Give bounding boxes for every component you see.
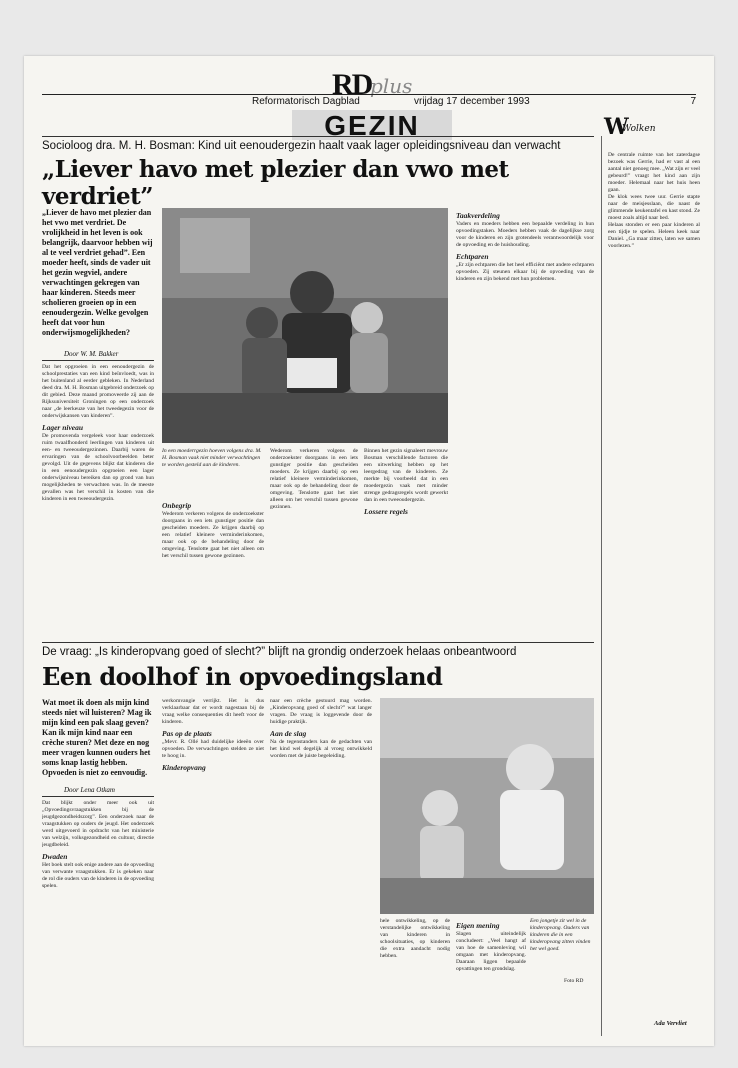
article2-photo-caption: Een jongetje zit wel in de kinderopvang. Ouders van kinderen die in een kinderopvang zitten vinden het wel goed. [530, 918, 591, 952]
article1-col2b-text: Wederom verkeren volgens de onderzoekster doorgaans in een iets gunstiger positie dan gescheiden moeders. Ze krijgen daarbij op een relatief kleinere verminderinkomen, maar ook op de behandeling door de omgeving. Tenslotte gaat het niet alleen om het verschil tussen gewone gezinnen. [270, 448, 358, 510]
article2-column-5 [456, 918, 526, 1036]
article1-photo-caption: In een moederrgezin hoeven volgens dra. M. H. Bosman vaak niet minder verwachtingen te worden gesteld aan de kinderen. [162, 448, 262, 468]
article2-column-1 [42, 800, 154, 1036]
article1-subhead-echtparen: Echtparen [456, 252, 489, 261]
child-playing-photo [380, 698, 594, 914]
article1-column-2 [162, 498, 264, 636]
article2-col3-text: naar een crèche gestuurd mag worden. „Kinderopvang goed of slecht?” wat langer vragen. De vraag is loggevende door de huidige praktijk. [270, 698, 372, 725]
article2-subhead-eigen-mening: Eigen mening [456, 921, 500, 930]
section-title: GEZIN [292, 110, 452, 140]
issue-date: vrijdag 17 december 1993 [414, 96, 530, 107]
paper-logo-plus: plus [370, 74, 413, 98]
article1-subhead-taakverdeling: Taakverdeling [456, 211, 500, 220]
sidebar-divider [601, 136, 602, 1036]
family-reading-photo [162, 208, 448, 443]
article1-byline: Door W. M. Bakker [64, 350, 119, 358]
article2-column-2 [162, 698, 264, 1036]
article1-col4b-text: „Er zijn echtparen die het heel efficiënt met andere echtparen opvoeden. Zij steunen elkaar bij de opvoeding van de kinderen en zijn bekend met hun problemen. [456, 262, 594, 282]
byline-rule-2 [42, 796, 154, 797]
article1-col2-text: Wederom verkeren volgens de onderzoekster doorgaans in een iets gunstiger positie dan gescheiden moeders. Ze krijgen daarbij op een relatief kleinere verminderinkomen, maar ook op de behandeling door de omgeving. Tenslotte gaat het niet alleen om het verschil tussen gewone gezinnen. [162, 511, 264, 559]
article2-col1-text: Dat blijkt onder meer ook uit „Opvoedingsvraagstukken bij de jeugdgezondheidszorg”. Een onderzoek naar de vraagstukken op ouders de jeugd. Het onderzoek werd uitgevoerd in opdracht van het ministerie van welzijn, volksgezondheid en cultuur, directie jeugdbeleid. [42, 800, 154, 848]
sidebar-text-1: De centrale ruimte van het zaterdagse bezoek was Gerrie, had er vast al een aantal niet genoeg mee. „Wat zijn er veel gebeurd!” vraagt het kind aan zijn moeder. Helemaal naar het huis heen gaan. [608, 152, 700, 193]
newspaper-page [24, 56, 714, 1046]
article2-intro: Wat moet ik doen als mijn kind steeds niet wil luisteren? Mag ik mijn kind een pak slaag geven? Kan ik mijn kind naar een crèche sturen? Met deze en nog meer vragen kunnen ouders het soms knap lastig hebben. Opvoeden is niet zo eenvoudig. [42, 698, 152, 777]
masthead [42, 68, 696, 141]
byline-rule [42, 360, 154, 361]
article1-column-3 [270, 448, 358, 636]
article1-column-4 [364, 448, 448, 636]
article2-col2-text: werkomvangie verrijkt. Het is dus verklaarbaar dat er wordt nagestaan bij de vraag welke consequenties dit heeft voor de kinderen. [162, 698, 264, 725]
article2-subhead-kinderopvang: Kinderopvang [162, 763, 206, 772]
top-rule [42, 136, 594, 137]
sidebar-text-2: De klok wees twee uur. Gerrie stapte naar de meisjesslaan, die naast de glimmende keukentafel en kast stond. Ze moest zoals altijd naar bed. [608, 194, 700, 221]
sidebar-logo: W [604, 114, 629, 140]
paper-name: Reformatorisch Dagblad [252, 96, 360, 107]
sidebar-signature: Ada Vervliet [654, 1020, 687, 1027]
page-number: 7 [690, 96, 696, 107]
article1-subhead-onbegrip: Onbegrip [162, 501, 192, 510]
article2-col4-text: hele ontwikkeling, op de verstandelijke ontwikkeling van kinderen in schoolsituaties, op kinderen die extra aandacht nodig hebben. [380, 918, 450, 959]
article2-subhead-pas-op-de-plaats: Pas op de plaats [162, 729, 212, 738]
article1-subhead-lossere-regels: Lossere regels [364, 507, 408, 516]
sidebar-text-3: Helaas stonden er een paar kinderen al een tijdje te spelen. Heleen keek naar Daniel. „Ga maar zitten, laten we samen voorlezen.” [608, 222, 700, 249]
article2-col4b-text: Slagen uiteindelijk concludeert: „Veel hangt af van hoe de samenleving wil omgaan met kinderopvang. Daaraan liggen bepaalde opvattingen ten grondslag. [456, 931, 526, 972]
sidebar-column [608, 152, 700, 1012]
article1-column-1 [42, 364, 154, 636]
article2-col1b-text: Het boek stelt ook enige andere aan de opvoeding van verwante vraagstukken. Er is gekeken naar de rol die ouders van de kinderen in de opvoeding spelen. [42, 862, 154, 889]
article1-col4-text: Vaders en moeders hebben een bepaalde verdeling in hun opvoedingstaken. Moeders hebben vaak de dagelijkse zorg voor de kinderen en zijn grotendeels verantwoordelijk voor de opvoeding en de huishouding. [456, 221, 594, 248]
article1-col1-text: Dat het opgroeien in een eenoudergezin de schoolprestaties van een kind beïnvloedt, was in het buitenland al eerder gebleken. In Nederland deed dra. M. H. Bosman uitgebreid onderzoek op dit gebied. Deze maand promoveerde zij aan de Rijksuniversiteit Groningen op een onderzoek naar „de leerkeuze van het tweedegezin voor de onderwijskansen van kinderen”. [42, 364, 154, 419]
article2-byline: Door Lena Otkam [64, 786, 115, 794]
article1-col3-text: Binnen het gezin signaleert mevrouw Bosman verschillende factoren die een uitwerking hebben op het leergedrag van de kinderen. Ze merkte bij voorbeeld dat in een moedergezin vaak met minder strenge gedragsregels wordt gewerkt dan in een tweeoudergezin. [364, 448, 448, 503]
article2-column-4 [380, 918, 450, 1036]
article1-column-5 [456, 208, 594, 636]
sidebar-logo-subtitle: Wolken [622, 124, 656, 134]
article1-headline: „Liever havo met plezier dan vwo met verdriet” [42, 156, 509, 210]
article1-photo [162, 208, 448, 443]
article1-col1b-text: De promovenda vergeleek voor haar onderzoek ruim twaalfhonderd leerlingen van kinderen uit een- en tweeoudergezinnen. Daarbij waren de ervaringen van de schoolvoorbeelden beter gevolgd. Uit de gegevens blijkt dat kinderen die in een eenoudergezin opgroeien een lager onderwijsniveau bereiken dan op grond van hun mogelijkheden te verwachten was. In de meeste gevallen was het verschil in kosten van die kinderen in een tweeoudergezin. [42, 433, 154, 502]
article2-subhead-aan-de-slag: Aan de slag [270, 729, 307, 738]
article2-photo-credit: Foto RD [564, 978, 584, 984]
article-divider [42, 642, 594, 643]
article2-photo [380, 698, 594, 914]
article2-subhead-dwaden: Dwaden [42, 852, 68, 861]
article2-col2b-text: „Mevr. R. Ollé had duidelijke ideeën over opvoeden. De verwachtingen stelden ze niet te hoog in. [162, 739, 264, 759]
article2-headline: Een doolhof in opvoedingsland [42, 662, 443, 691]
article2-column-3 [270, 698, 372, 1036]
paper-logo: RD [332, 68, 372, 101]
article2-kicker: De vraag: „Is kinderopvang goed of slecht?” blijft na grondig onderzoek helaas onbeantwoord [42, 646, 517, 658]
article1-kicker: Socioloog dra. M. H. Bosman: Kind uit eenoudergezin haalt vaak lager opleidingsniveau dan verwacht [42, 140, 561, 152]
article1-intro: „Liever de havo met plezier dan het vwo met verdriet. De vrolijkheid in het leven is ook belangrijk, daarvoor hebben wij al te veel verdriet gehad”. Een moeder heeft, sinds de vader uit het gezin wegviel, andere verwachtingen gekregen van haar kinderen. Steeds meer scholieren groeien op in een eenoudergezin. Welke gevolgen heeft dat voor hun onderwijsmogelijkheden? [42, 208, 153, 337]
masthead-rule [42, 94, 696, 95]
article2-col3b-text: Na de tegenstanders kan de gedachten van het kind wel degelijk al vroeg ontwikkeld worden met de juiste begeleiding. [270, 739, 372, 759]
article1-subhead-lager-niveau: Lager niveau [42, 423, 84, 432]
